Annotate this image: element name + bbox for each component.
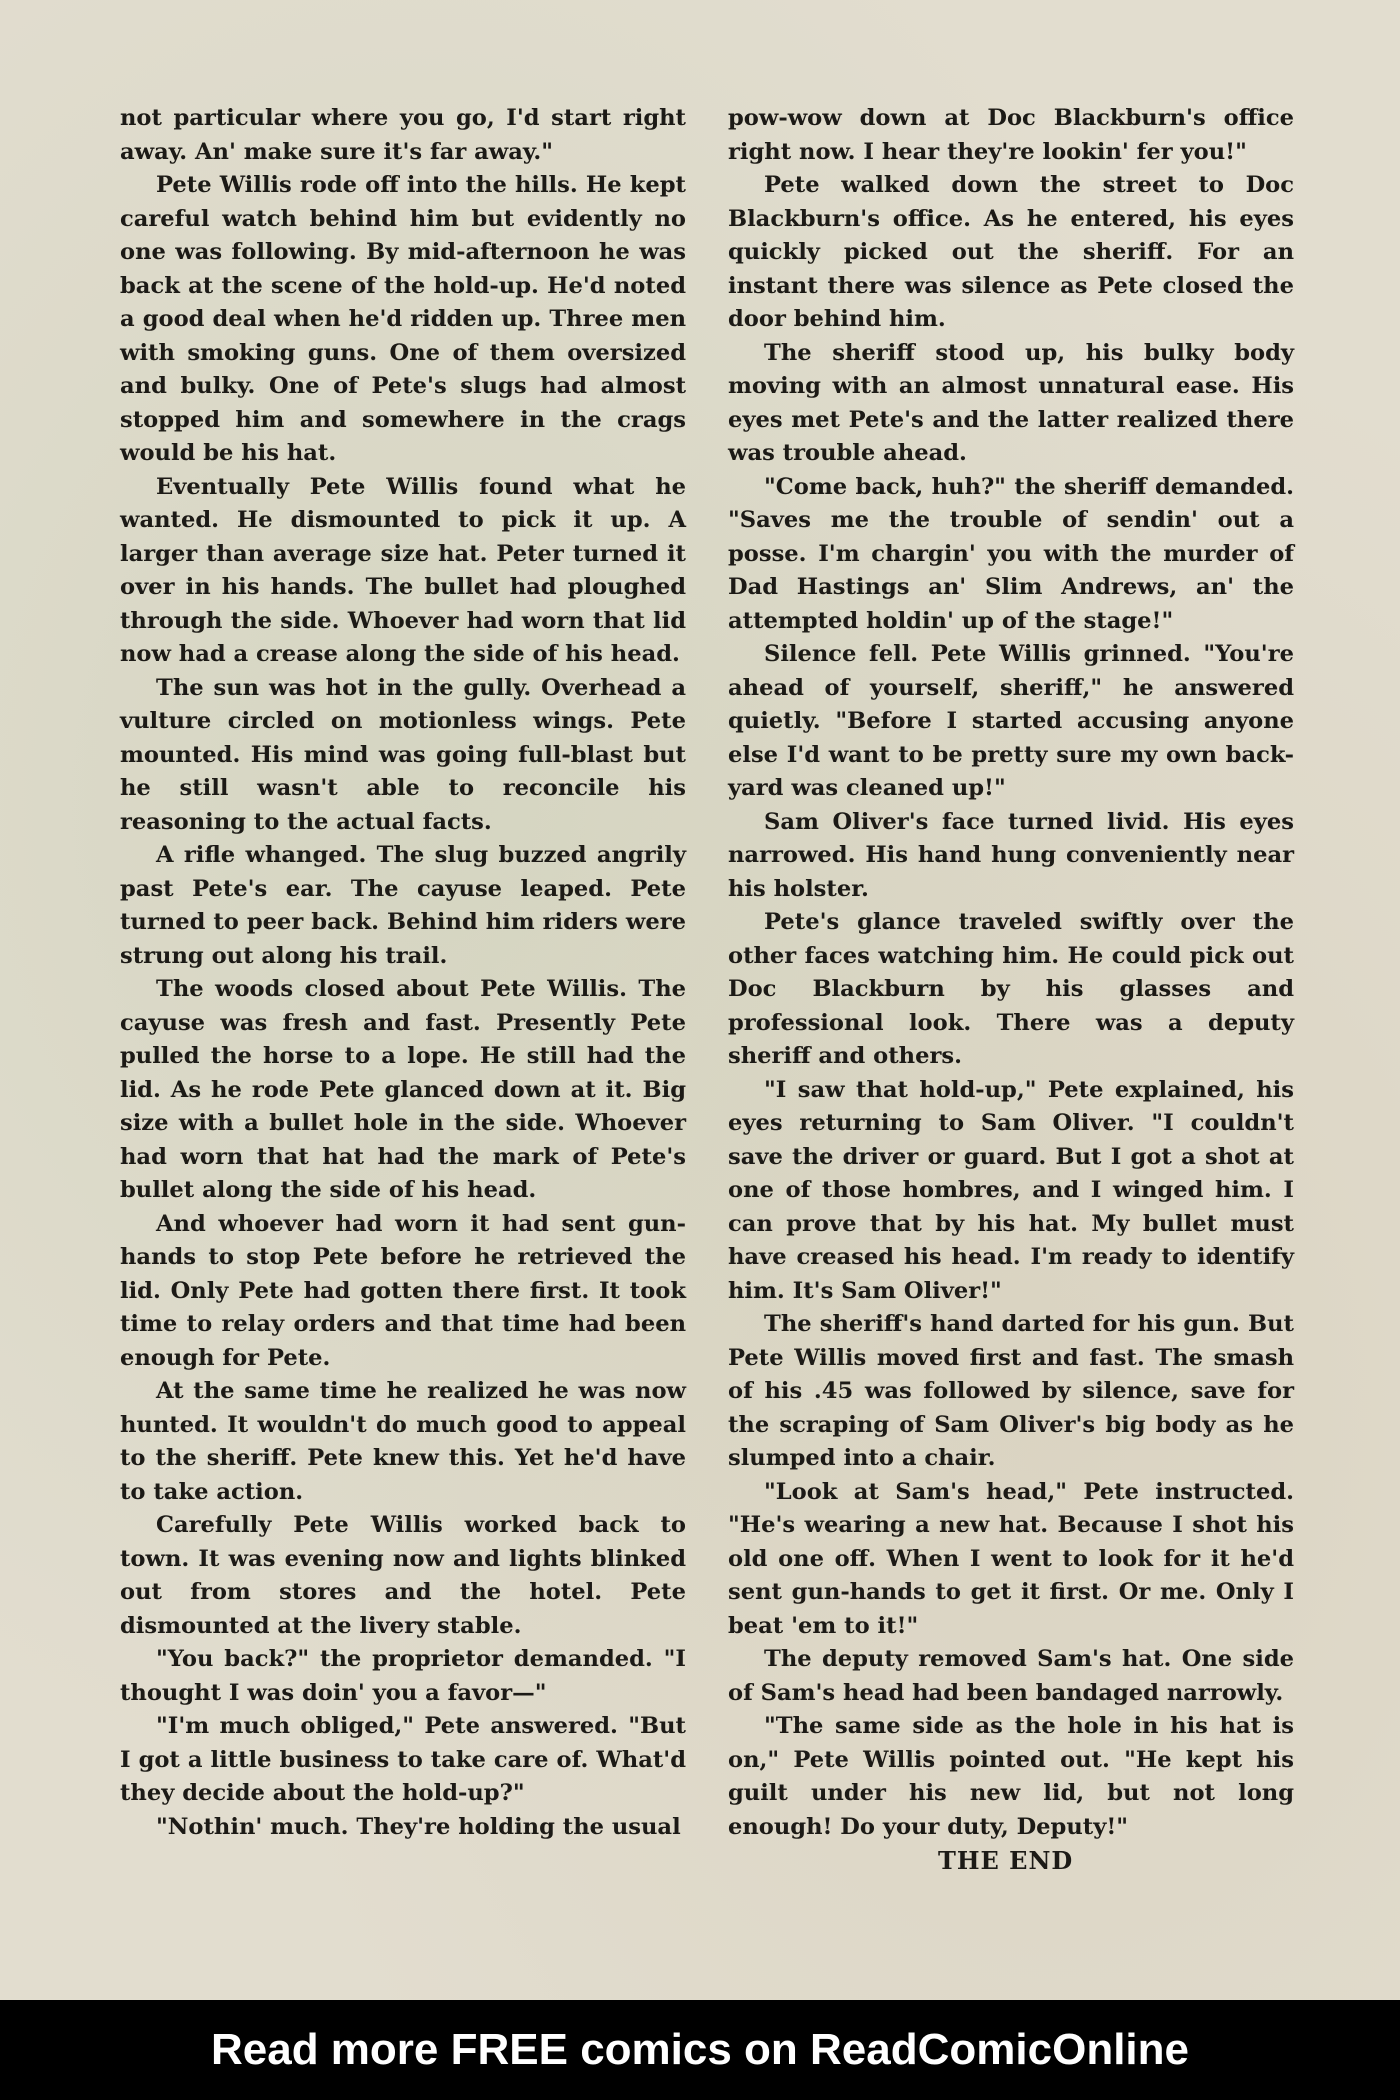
right-text-column <box>728 102 1294 1878</box>
paragraph: "Nothin' much. They're holding the usual <box>156 1813 681 1840</box>
paragraph: "I'm much obliged," Pete answered. "But I got a little business to take care of. What'd they decide about the hold-up?" <box>120 1713 686 1806</box>
paragraph: Eventually Pete Willis found what he wanted. He dismounted to pick it up. A larger than average size hat. Peter turned it over in his hands. The bullet had ploughed through the side. Whoever had worn that lid now had a crease along the side of his head. <box>120 473 686 667</box>
paragraph: not particular where you go, I'd start right away. An' make sure it's far away." <box>120 105 686 165</box>
paragraph: "The same side as the hole in his hat is on," Pete Willis pointed out. "He kept his guilt under his new lid, but not long enough! Do your duty, Deputy!" <box>728 1713 1294 1840</box>
paragraph: Pete's glance traveled swiftly over the other faces watching him. He could pick out Doc Blackburn by his glasses and professional look. There was a deputy sheriff and others. <box>728 909 1294 1069</box>
paragraph: "I saw that hold-up," Pete explained, his eyes returning to Sam Oliver. "I couldn't save the driver or guard. But I got a shot at one of those hombres, and I winged him. I can prove that by his hat. My bullet must have creased his head. I'm ready to identify him. It's Sam Oliver!" <box>728 1076 1294 1304</box>
paragraph: Pete walked down the street to Doc Blackburn's office. As he entered, his eyes quickly picked out the sheriff. For an instant there was silence as Pete closed the door behind him. <box>728 172 1294 332</box>
paragraph: "You back?" the proprietor demanded. "I thought I was doin' you a favor—" <box>120 1646 686 1706</box>
paragraph: pow-wow down at Doc Blackburn's office right now. I hear they're lookin' fer you!" <box>728 105 1294 165</box>
paragraph: The sun was hot in the gully. Overhead a vulture circled on motionless wings. Pete mounted. His mind was going full-blast but he still wasn't able to reconcile his reasoning to the actual facts. <box>120 674 686 835</box>
paragraph: The deputy removed Sam's hat. One side of Sam's head had been bandaged narrowly. <box>728 1646 1294 1706</box>
paragraph: The sheriff stood up, his bulky body moving with an almost unnatural ease. His eyes met Pete's and the latter realized there was trouble ahead. <box>728 339 1294 466</box>
paragraph: "Look at Sam's head," Pete instructed. "He's wearing a new hat. Because I shot his old one off. When I went to look for it he'd sent gun-hands to get it first. Or me. Only I beat 'em to it!" <box>728 1478 1294 1639</box>
paragraph: The sheriff's hand darted for his gun. But Pete Willis moved first and fast. The smash of his .45 was followed by silence, save for the scraping of Sam Oliver's big body as he slumped into a chair. <box>728 1311 1294 1471</box>
paragraph: Silence fell. Pete Willis grinned. "You're ahead of yourself, sheriff," he answered quietly. "Before I started accusing anyone else I'd want to be pretty sure my own back-yard was cleaned up!" <box>728 641 1294 801</box>
left-text-column <box>120 102 686 1844</box>
paragraph: At the same time he realized he was now hunted. It wouldn't do much good to appeal to the sheriff. Pete knew this. Yet he'd have to take action. <box>120 1378 686 1505</box>
paragraph: And whoever had worn it had sent gun-hands to stop Pete before he retrieved the lid. Only Pete had gotten there first. It took time to relay orders and that time had been enough for Pete. <box>120 1210 686 1371</box>
the-end-label: THE END <box>938 1846 1074 1875</box>
paragraph: A rifle whanged. The slug buzzed angrily past Pete's ear. The cayuse leaped. Pete turned to peer back. Behind him riders were strung out along his trail. <box>120 842 686 969</box>
paragraph: The woods closed about Pete Willis. The cayuse was fresh and fast. Presently Pete pulled the horse to a lope. He still had the lid. As he rode Pete glanced down at it. Big size with a bullet hole in the side. Whoever had worn that hat had the mark of Pete's bullet along the side of his head. <box>120 976 686 1203</box>
paragraph: Sam Oliver's face turned livid. His eyes narrowed. His hand hung conveniently near his holster. <box>728 808 1294 902</box>
paragraph: "Come back, huh?" the sheriff demanded. "Saves me the trouble of sendin' out a posse. I'm chargin' you with the murder of Dad Hastings an' Slim Andrews, an' the attempted holdin' up of the stage!" <box>728 473 1294 634</box>
paragraph: Carefully Pete Willis worked back to town. It was evening now and lights blinked out from stores and the hotel. Pete dismounted at the livery stable. <box>120 1512 686 1639</box>
promo-banner[interactable]: Read more FREE comics on ReadComicOnline <box>0 2000 1400 2100</box>
paragraph: Pete Willis rode off into the hills. He kept careful watch behind him but evidently no one was following. By mid-afternoon he was back at the scene of the hold-up. He'd noted a good deal when he'd ridden up. Three men with smoking guns. One of them oversized and bulky. One of Pete's slugs had almost stopped him and somewhere in the crags would be his hat. <box>120 172 686 466</box>
